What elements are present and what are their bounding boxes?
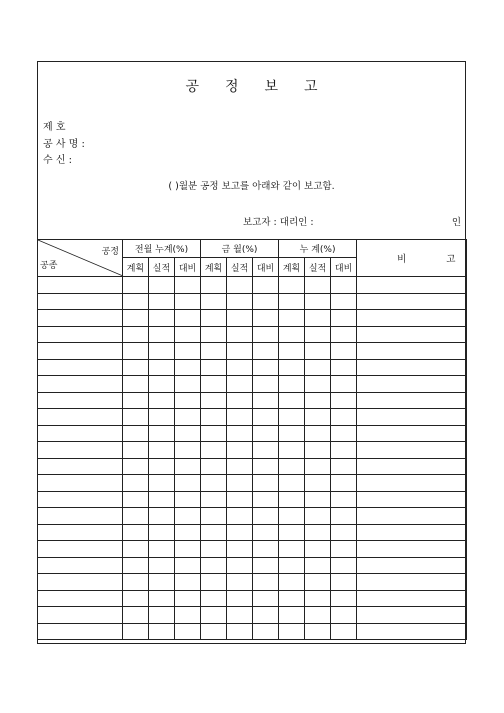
value-cell[interactable] (149, 541, 175, 558)
value-cell[interactable] (123, 541, 149, 558)
table-row (38, 623, 467, 640)
value-cell[interactable] (149, 359, 175, 376)
value-cell[interactable] (227, 541, 253, 558)
value-cell[interactable] (175, 508, 201, 525)
value-cell[interactable] (253, 557, 279, 574)
work-type-cell[interactable] (38, 475, 123, 492)
value-cell[interactable] (253, 310, 279, 327)
value-cell[interactable] (279, 607, 305, 624)
value-cell[interactable] (201, 442, 227, 459)
value-cell[interactable] (149, 557, 175, 574)
value-cell[interactable] (331, 409, 357, 426)
value-cell[interactable] (123, 574, 149, 591)
value-cell[interactable] (123, 425, 149, 442)
subheader-actual: 실적 (149, 258, 175, 277)
value-cell[interactable] (175, 392, 201, 409)
remark-cell[interactable] (357, 508, 467, 525)
value-cell[interactable] (175, 524, 201, 541)
table-row (38, 524, 467, 541)
value-cell[interactable] (123, 376, 149, 393)
value-cell[interactable] (175, 557, 201, 574)
work-type-cell[interactable] (38, 293, 123, 310)
value-cell[interactable] (149, 425, 175, 442)
value-cell[interactable] (175, 376, 201, 393)
value-cell[interactable] (305, 359, 331, 376)
subheader-plan: 계획 (279, 258, 305, 277)
value-cell[interactable] (201, 310, 227, 327)
work-type-cell[interactable] (38, 326, 123, 343)
work-type-cell[interactable] (38, 574, 123, 591)
value-cell[interactable] (149, 293, 175, 310)
value-cell[interactable] (305, 508, 331, 525)
value-cell[interactable] (123, 326, 149, 343)
value-cell[interactable] (305, 392, 331, 409)
diagonal-header-cell (38, 240, 123, 277)
value-cell[interactable] (123, 623, 149, 640)
value-cell[interactable] (201, 293, 227, 310)
work-type-header-label: 공종 (40, 261, 58, 271)
value-cell[interactable] (279, 409, 305, 426)
value-cell[interactable] (305, 557, 331, 574)
remark-cell[interactable] (357, 310, 467, 327)
work-type-cell[interactable] (38, 359, 123, 376)
value-cell[interactable] (149, 326, 175, 343)
value-cell[interactable] (227, 607, 253, 624)
value-cell[interactable] (331, 475, 357, 492)
table-row (38, 541, 467, 558)
value-cell[interactable] (253, 541, 279, 558)
remark-cell[interactable] (357, 475, 467, 492)
value-cell[interactable] (149, 590, 175, 607)
table-row (38, 293, 467, 310)
value-cell[interactable] (201, 541, 227, 558)
value-cell[interactable] (331, 376, 357, 393)
value-cell[interactable] (227, 343, 253, 360)
table-row (38, 590, 467, 607)
value-cell[interactable] (149, 343, 175, 360)
value-cell[interactable] (253, 409, 279, 426)
remark-cell[interactable] (357, 343, 467, 360)
remark-cell[interactable] (357, 623, 467, 640)
value-cell[interactable] (227, 475, 253, 492)
value-cell[interactable] (279, 425, 305, 442)
remark-cell[interactable] (357, 409, 467, 426)
value-cell[interactable] (123, 392, 149, 409)
value-cell[interactable] (123, 409, 149, 426)
remark-cell[interactable] (357, 458, 467, 475)
group-header-cumulative: 누 계(%) (279, 240, 357, 258)
value-cell[interactable] (201, 409, 227, 426)
value-cell[interactable] (123, 607, 149, 624)
value-cell[interactable] (149, 458, 175, 475)
value-cell[interactable] (331, 607, 357, 624)
value-cell[interactable] (253, 277, 279, 294)
work-type-cell[interactable] (38, 343, 123, 360)
value-cell[interactable] (253, 326, 279, 343)
value-cell[interactable] (149, 491, 175, 508)
value-cell[interactable] (279, 475, 305, 492)
value-cell[interactable] (253, 293, 279, 310)
value-cell[interactable] (279, 590, 305, 607)
value-cell[interactable] (227, 392, 253, 409)
remark-cell[interactable] (357, 590, 467, 607)
table-row (38, 458, 467, 475)
work-type-cell[interactable] (38, 607, 123, 624)
value-cell[interactable] (279, 541, 305, 558)
value-cell[interactable] (227, 425, 253, 442)
value-cell[interactable] (175, 590, 201, 607)
value-cell[interactable] (227, 409, 253, 426)
progress-table (37, 239, 496, 640)
subheader-plan: 계획 (201, 258, 227, 277)
value-cell[interactable] (227, 508, 253, 525)
value-cell[interactable] (227, 491, 253, 508)
value-cell[interactable] (201, 590, 227, 607)
remark-cell[interactable] (357, 392, 467, 409)
value-cell[interactable] (227, 442, 253, 459)
work-type-cell[interactable] (38, 409, 123, 426)
value-cell[interactable] (149, 607, 175, 624)
value-cell[interactable] (305, 409, 331, 426)
value-cell[interactable] (123, 557, 149, 574)
table-row (38, 326, 467, 343)
value-cell[interactable] (227, 590, 253, 607)
value-cell[interactable] (279, 310, 305, 327)
work-type-cell[interactable] (38, 458, 123, 475)
value-cell[interactable] (201, 623, 227, 640)
subheader-ratio: 대비 (253, 258, 279, 277)
value-cell[interactable] (331, 293, 357, 310)
value-cell[interactable] (123, 508, 149, 525)
table-row (38, 475, 467, 492)
table-row (38, 557, 467, 574)
work-type-cell[interactable] (38, 277, 123, 294)
value-cell[interactable] (331, 326, 357, 343)
value-cell[interactable] (331, 524, 357, 541)
value-cell[interactable] (149, 524, 175, 541)
value-cell[interactable] (227, 277, 253, 294)
value-cell[interactable] (331, 343, 357, 360)
value-cell[interactable] (201, 574, 227, 591)
work-type-cell[interactable] (38, 541, 123, 558)
value-cell[interactable] (279, 557, 305, 574)
subheader-ratio: 대비 (331, 258, 357, 277)
work-type-cell[interactable] (38, 376, 123, 393)
value-cell[interactable] (253, 442, 279, 459)
value-cell[interactable] (227, 524, 253, 541)
value-cell[interactable] (149, 310, 175, 327)
value-cell[interactable] (227, 557, 253, 574)
process-header-label: 공정 (101, 247, 119, 257)
value-cell[interactable] (279, 359, 305, 376)
value-cell[interactable] (305, 524, 331, 541)
value-cell[interactable] (227, 623, 253, 640)
table-row (38, 491, 467, 508)
reporter-label: 보고자 : 대리인 : (243, 217, 314, 228)
remark-cell[interactable] (357, 607, 467, 624)
value-cell[interactable] (331, 359, 357, 376)
value-cell[interactable] (305, 590, 331, 607)
value-cell[interactable] (253, 623, 279, 640)
value-cell[interactable] (253, 590, 279, 607)
value-cell[interactable] (305, 376, 331, 393)
value-cell[interactable] (331, 491, 357, 508)
value-cell[interactable] (331, 590, 357, 607)
value-cell[interactable] (227, 376, 253, 393)
document-number-label: 제 호 (43, 122, 66, 133)
value-cell[interactable] (305, 574, 331, 591)
value-cell[interactable] (201, 524, 227, 541)
value-cell[interactable] (279, 574, 305, 591)
remark-cell[interactable] (357, 326, 467, 343)
value-cell[interactable] (305, 541, 331, 558)
value-cell[interactable] (279, 326, 305, 343)
value-cell[interactable] (253, 524, 279, 541)
value-cell[interactable] (123, 343, 149, 360)
value-cell[interactable] (227, 574, 253, 591)
remark-cell[interactable] (357, 376, 467, 393)
value-cell[interactable] (279, 508, 305, 525)
value-cell[interactable] (279, 524, 305, 541)
value-cell[interactable] (331, 310, 357, 327)
value-cell[interactable] (175, 425, 201, 442)
value-cell[interactable] (123, 442, 149, 459)
value-cell[interactable] (253, 425, 279, 442)
group-header-current: 금 월(%) (201, 240, 279, 258)
value-cell[interactable] (305, 491, 331, 508)
value-cell[interactable] (201, 343, 227, 360)
value-cell[interactable] (305, 293, 331, 310)
value-cell[interactable] (175, 326, 201, 343)
value-cell[interactable] (305, 343, 331, 360)
value-cell[interactable] (175, 293, 201, 310)
table-row (38, 392, 467, 409)
value-cell[interactable] (123, 277, 149, 294)
value-cell[interactable] (279, 293, 305, 310)
value-cell[interactable] (201, 425, 227, 442)
value-cell[interactable] (175, 574, 201, 591)
value-cell[interactable] (201, 475, 227, 492)
remark-cell[interactable] (357, 574, 467, 591)
value-cell[interactable] (227, 359, 253, 376)
value-cell[interactable] (201, 359, 227, 376)
value-cell[interactable] (201, 392, 227, 409)
remark-cell[interactable] (357, 541, 467, 558)
remark-cell[interactable] (357, 442, 467, 459)
value-cell[interactable] (305, 442, 331, 459)
table-row (38, 425, 467, 442)
value-cell[interactable] (279, 277, 305, 294)
value-cell[interactable] (149, 376, 175, 393)
value-cell[interactable] (175, 541, 201, 558)
value-cell[interactable] (175, 458, 201, 475)
value-cell[interactable] (331, 541, 357, 558)
value-cell[interactable] (201, 458, 227, 475)
table-row (38, 310, 467, 327)
value-cell[interactable] (149, 409, 175, 426)
remark-cell[interactable] (357, 491, 467, 508)
value-cell[interactable] (331, 458, 357, 475)
table-row (38, 343, 467, 360)
work-type-cell[interactable] (38, 557, 123, 574)
value-cell[interactable] (123, 475, 149, 492)
value-cell[interactable] (175, 310, 201, 327)
value-cell[interactable] (149, 475, 175, 492)
value-cell[interactable] (331, 508, 357, 525)
project-name-label: 공 사 명 : (43, 139, 85, 150)
value-cell[interactable] (175, 607, 201, 624)
value-cell[interactable] (279, 458, 305, 475)
work-type-cell[interactable] (38, 491, 123, 508)
value-cell[interactable] (305, 425, 331, 442)
remark-cell[interactable] (357, 425, 467, 442)
table-row (38, 442, 467, 459)
value-cell[interactable] (175, 409, 201, 426)
value-cell[interactable] (123, 293, 149, 310)
work-type-cell[interactable] (38, 425, 123, 442)
value-cell[interactable] (331, 442, 357, 459)
value-cell[interactable] (253, 343, 279, 360)
value-cell[interactable] (149, 442, 175, 459)
value-cell[interactable] (305, 607, 331, 624)
value-cell[interactable] (201, 508, 227, 525)
subheader-actual: 실적 (227, 258, 253, 277)
value-cell[interactable] (331, 623, 357, 640)
value-cell[interactable] (201, 557, 227, 574)
table-row (38, 409, 467, 426)
value-cell[interactable] (227, 310, 253, 327)
value-cell[interactable] (279, 491, 305, 508)
remark-cell[interactable] (357, 524, 467, 541)
work-type-cell[interactable] (38, 524, 123, 541)
value-cell[interactable] (227, 293, 253, 310)
group-header-previous: 전월 누계(%) (123, 240, 201, 258)
value-cell[interactable] (305, 310, 331, 327)
value-cell[interactable] (149, 508, 175, 525)
value-cell[interactable] (331, 277, 357, 294)
value-cell[interactable] (253, 491, 279, 508)
value-cell[interactable] (149, 277, 175, 294)
subheader-actual: 실적 (305, 258, 331, 277)
value-cell[interactable] (331, 392, 357, 409)
value-cell[interactable] (279, 623, 305, 640)
value-cell[interactable] (253, 574, 279, 591)
table-row (38, 574, 467, 591)
value-cell[interactable] (123, 524, 149, 541)
value-cell[interactable] (305, 458, 331, 475)
value-cell[interactable] (149, 623, 175, 640)
recipient-label: 수 신 : (43, 155, 73, 166)
value-cell[interactable] (201, 491, 227, 508)
remark-header: 비고 (357, 240, 467, 277)
value-cell[interactable] (149, 574, 175, 591)
subheader-plan: 계획 (123, 258, 149, 277)
value-cell[interactable] (175, 623, 201, 640)
value-cell[interactable] (331, 425, 357, 442)
value-cell[interactable] (279, 343, 305, 360)
value-cell[interactable] (175, 491, 201, 508)
value-cell[interactable] (253, 475, 279, 492)
value-cell[interactable] (331, 574, 357, 591)
value-cell[interactable] (123, 590, 149, 607)
work-type-cell[interactable] (38, 392, 123, 409)
value-cell[interactable] (175, 442, 201, 459)
table-row (38, 359, 467, 376)
work-type-cell[interactable] (38, 623, 123, 640)
value-cell[interactable] (253, 376, 279, 393)
subheader-ratio: 대비 (175, 258, 201, 277)
value-cell[interactable] (305, 326, 331, 343)
value-cell[interactable] (201, 376, 227, 393)
value-cell[interactable] (123, 458, 149, 475)
work-type-cell[interactable] (38, 310, 123, 327)
remark-cell[interactable] (357, 557, 467, 574)
table-row (38, 607, 467, 624)
table-row (38, 277, 467, 294)
work-type-cell[interactable] (38, 442, 123, 459)
value-cell[interactable] (305, 277, 331, 294)
value-cell[interactable] (123, 310, 149, 327)
table-row (38, 508, 467, 525)
value-cell[interactable] (331, 557, 357, 574)
value-cell[interactable] (305, 475, 331, 492)
value-cell[interactable] (149, 392, 175, 409)
report-form (37, 61, 496, 644)
value-cell[interactable] (201, 326, 227, 343)
value-cell[interactable] (175, 277, 201, 294)
work-type-cell[interactable] (38, 508, 123, 525)
value-cell[interactable] (201, 277, 227, 294)
value-cell[interactable] (253, 607, 279, 624)
value-cell[interactable] (123, 359, 149, 376)
remark-cell[interactable] (357, 293, 467, 310)
value-cell[interactable] (279, 376, 305, 393)
remark-cell[interactable] (357, 359, 467, 376)
value-cell[interactable] (227, 326, 253, 343)
report-notice: ( )월분 공정 보고를 아래와 같이 보고함. (168, 181, 335, 192)
value-cell[interactable] (201, 607, 227, 624)
value-cell[interactable] (279, 442, 305, 459)
work-type-cell[interactable] (38, 590, 123, 607)
value-cell[interactable] (253, 359, 279, 376)
value-cell[interactable] (253, 508, 279, 525)
remark-cell[interactable] (357, 277, 467, 294)
page-title: 공정보고 (185, 79, 344, 95)
value-cell[interactable] (305, 623, 331, 640)
table-row (38, 376, 467, 393)
value-cell[interactable] (227, 458, 253, 475)
value-cell[interactable] (279, 392, 305, 409)
value-cell[interactable] (253, 458, 279, 475)
seal-mark: 인 (451, 217, 461, 228)
value-cell[interactable] (123, 491, 149, 508)
value-cell[interactable] (253, 392, 279, 409)
value-cell[interactable] (175, 359, 201, 376)
value-cell[interactable] (175, 343, 201, 360)
value-cell[interactable] (175, 475, 201, 492)
